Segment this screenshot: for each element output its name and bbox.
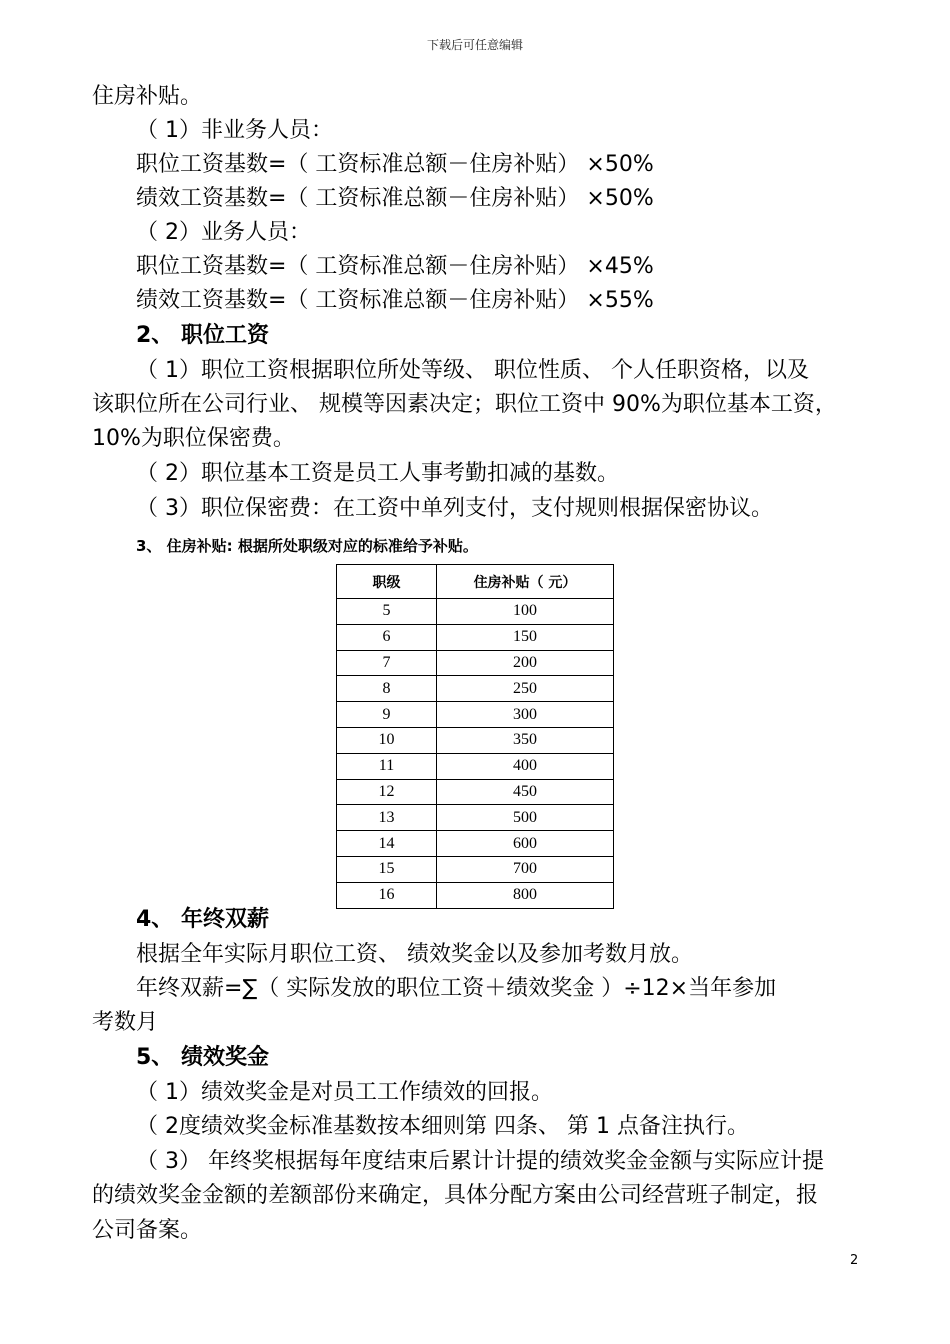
table-cell: 500 bbox=[437, 805, 614, 831]
table-cell: 12 bbox=[337, 779, 437, 805]
table-cell: 350 bbox=[437, 727, 614, 753]
section-heading: 2、 职位工资 bbox=[136, 323, 269, 348]
table-row bbox=[337, 599, 614, 625]
text-line: （ 1）非业务人员： bbox=[136, 118, 333, 143]
table-row bbox=[337, 856, 614, 882]
table-cell: 6 bbox=[337, 624, 437, 650]
text-line: （ 3） 年终奖根据每年度结束后累计计提的绩效奖金金额与实际应计提 bbox=[136, 1149, 824, 1174]
table-cell: 10 bbox=[337, 727, 437, 753]
table-row bbox=[337, 753, 614, 779]
section-heading: 4、 年终双薪 bbox=[136, 907, 269, 932]
text-line: （ 2）职位基本工资是员工人事考勤扣减的基数。 bbox=[136, 461, 619, 486]
table-row bbox=[337, 779, 614, 805]
text-line: 公司备案。 bbox=[92, 1218, 203, 1243]
table-row bbox=[337, 624, 614, 650]
table-row bbox=[337, 831, 614, 857]
column-header: 住房补贴（ 元） bbox=[437, 565, 614, 599]
section-heading: 5、 绩效奖金 bbox=[136, 1045, 269, 1070]
formula-line: 年终双薪=∑（ 实际发放的职位工资＋绩效奖金 ）÷12×当年参加 bbox=[136, 976, 777, 1001]
table-cell: 100 bbox=[437, 599, 614, 625]
table-row bbox=[337, 805, 614, 831]
table-row bbox=[337, 650, 614, 676]
column-header: 职级 bbox=[337, 565, 437, 599]
text-line: 考数月 bbox=[92, 1010, 159, 1035]
page-header: 下载后可任意编辑 bbox=[426, 38, 523, 52]
text-line: 该职位所在公司行业、 规模等因素决定；职位工资中 90%为职位基本工资， bbox=[92, 392, 837, 417]
text-line: 10%为职位保密费。 bbox=[92, 426, 295, 451]
table-cell: 15 bbox=[337, 856, 437, 882]
table-row bbox=[337, 882, 614, 908]
table-cell: 7 bbox=[337, 650, 437, 676]
text-line: （ 3）职位保密费：在工资中单列支付，支付规则根据保密协议。 bbox=[136, 496, 773, 521]
formula-line: 职位工资基数=（ 工资标准总额－住房补贴） ×45% bbox=[136, 254, 654, 279]
table-cell: 800 bbox=[437, 882, 614, 908]
table-cell: 13 bbox=[337, 805, 437, 831]
table-cell: 400 bbox=[437, 753, 614, 779]
text-line: （ 2度绩效奖金标准基数按本细则第 四条、 第 1 点备注执行。 bbox=[136, 1114, 749, 1139]
table-cell: 5 bbox=[337, 599, 437, 625]
table-header-row bbox=[337, 565, 614, 599]
page-number: 2 bbox=[850, 1253, 859, 1268]
table-cell: 150 bbox=[437, 624, 614, 650]
text-line: 住房补贴。 bbox=[92, 84, 203, 109]
table-row bbox=[337, 676, 614, 702]
table-cell: 450 bbox=[437, 779, 614, 805]
text-line: （ 1）职位工资根据职位所处等级、 职位性质、 个人任职资格，以及 bbox=[136, 358, 809, 383]
text-line: （ 2）业务人员： bbox=[136, 220, 311, 245]
formula-line: 绩效工资基数=（ 工资标准总额－住房补贴） ×55% bbox=[136, 288, 654, 313]
text-line: 根据全年实际月职位工资、 绩效奖金以及参加考数月放。 bbox=[136, 942, 693, 967]
table-cell: 16 bbox=[337, 882, 437, 908]
table-cell: 300 bbox=[437, 702, 614, 728]
table-cell: 14 bbox=[337, 831, 437, 857]
table-row bbox=[337, 702, 614, 728]
section-heading-small: 3、 住房补贴: 根据所处职级对应的标准给予补贴。 bbox=[136, 537, 478, 555]
table-cell: 250 bbox=[437, 676, 614, 702]
table-cell: 700 bbox=[437, 856, 614, 882]
housing-subsidy-table bbox=[336, 564, 614, 909]
text-line: （ 1）绩效奖金是对员工工作绩效的回报。 bbox=[136, 1080, 553, 1105]
table-cell: 200 bbox=[437, 650, 614, 676]
table-cell: 600 bbox=[437, 831, 614, 857]
table-cell: 9 bbox=[337, 702, 437, 728]
formula-line: 绩效工资基数=（ 工资标准总额－住房补贴） ×50% bbox=[136, 186, 654, 211]
formula-line: 职位工资基数=（ 工资标准总额－住房补贴） ×50% bbox=[136, 152, 654, 177]
table-cell: 8 bbox=[337, 676, 437, 702]
text-line: 的绩效奖金金额的差额部份来确定，具体分配方案由公司经营班子制定，报 bbox=[92, 1183, 819, 1208]
table-row bbox=[337, 727, 614, 753]
table-cell: 11 bbox=[337, 753, 437, 779]
